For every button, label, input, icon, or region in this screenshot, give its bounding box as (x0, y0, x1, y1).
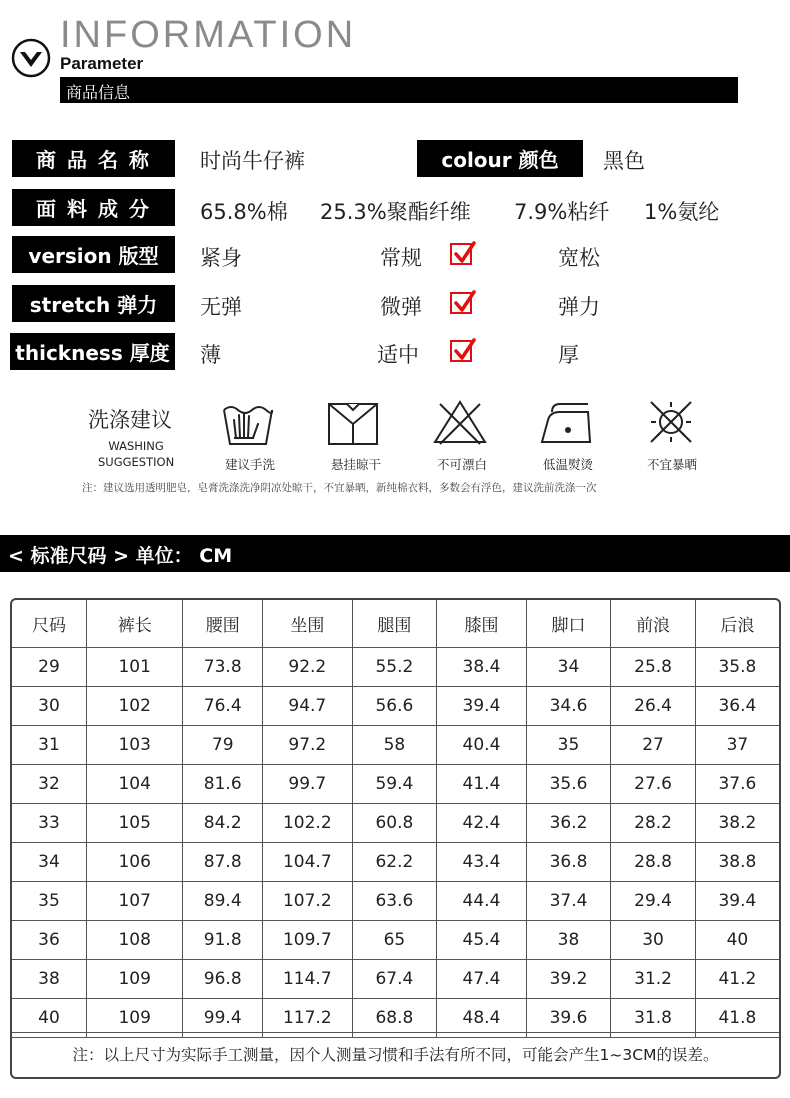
table-header-cell: 腰围 (183, 600, 263, 647)
table-cell: 37 (695, 725, 779, 764)
page-subtitle: Parameter (60, 54, 144, 73)
table-row (12, 725, 779, 764)
version-check-icon (450, 243, 472, 265)
table-cell: 99.4 (183, 998, 263, 1037)
table-cell: 81.6 (183, 764, 263, 803)
table-cell: 44.4 (437, 881, 527, 920)
label-fabric: 面 料 成 分 (12, 189, 175, 226)
table-row (12, 881, 779, 920)
table-cell: 30 (611, 920, 696, 959)
value-colour: 黑色 (603, 149, 645, 173)
table-cell: 63.6 (352, 881, 437, 920)
table-cell: 39.6 (526, 998, 611, 1037)
table-cell: 36.4 (695, 686, 779, 725)
table-cell: 32 (12, 764, 87, 803)
value-fabric-viscose: 7.9%粘纤 (514, 200, 610, 224)
table-cell: 41.4 (437, 764, 527, 803)
table-cell: 38.2 (695, 803, 779, 842)
option-stretch-none: 无弹 (200, 295, 242, 319)
option-version-regular: 常规 (380, 246, 422, 270)
table-cell: 58 (352, 725, 437, 764)
table-row (12, 959, 779, 998)
table-cell: 114.7 (263, 959, 353, 998)
table-cell: 102.2 (263, 803, 353, 842)
table-cell: 109 (87, 998, 183, 1037)
table-cell: 109 (87, 959, 183, 998)
table-cell: 109.7 (263, 920, 353, 959)
option-version-loose: 宽松 (558, 246, 600, 270)
table-cell: 36.8 (526, 842, 611, 881)
table-row (12, 803, 779, 842)
table-cell: 41.8 (695, 998, 779, 1037)
table-cell: 34.6 (526, 686, 611, 725)
table-cell: 99.7 (263, 764, 353, 803)
table-cell: 62.2 (352, 842, 437, 881)
size-bar-label: < 标准尺码 > 单位： CM (8, 545, 233, 567)
section-bar-product-info (60, 77, 738, 103)
table-cell: 56.6 (352, 686, 437, 725)
table-cell: 38.4 (437, 647, 527, 686)
label-colour: colour 颜色 (417, 140, 583, 177)
table-cell: 28.8 (611, 842, 696, 881)
table-cell: 45.4 (437, 920, 527, 959)
table-header-cell: 尺码 (12, 600, 87, 647)
table-cell: 103 (87, 725, 183, 764)
table-cell: 105 (87, 803, 183, 842)
table-cell: 35 (12, 881, 87, 920)
table-header-cell: 后浪 (695, 600, 779, 647)
table-header-cell: 脚口 (526, 600, 611, 647)
table-cell: 107 (87, 881, 183, 920)
table-cell: 106 (87, 842, 183, 881)
table-cell: 36 (12, 920, 87, 959)
table-cell: 60.8 (352, 803, 437, 842)
washing-note: 注：建议选用透明肥皂，皂膏洗涤洗净阴凉处晾干，不宜暴晒，新纯棉衣料，多数会有浮色，建议洗前洗涤一次 (82, 482, 597, 494)
table-cell: 102 (87, 686, 183, 725)
table-row (12, 920, 779, 959)
table-cell: 68.8 (352, 998, 437, 1037)
value-product-name: 时尚牛仔裤 (200, 149, 305, 173)
size-table (10, 598, 781, 1079)
table-cell: 35.6 (526, 764, 611, 803)
table-cell: 37.4 (526, 881, 611, 920)
label-stretch: stretch 弹力 (12, 285, 175, 322)
table-cell: 31.8 (611, 998, 696, 1037)
wash-label-no-sun: 不宜暴晒 (646, 457, 697, 472)
table-row (12, 764, 779, 803)
table-cell: 42.4 (437, 803, 527, 842)
wash-label-hand: 建议手洗 (224, 457, 275, 472)
table-cell: 47.4 (437, 959, 527, 998)
size-table-grid (12, 600, 779, 1038)
label-version: version 版型 (12, 236, 175, 273)
table-row (12, 686, 779, 725)
table-cell: 35 (526, 725, 611, 764)
table-cell: 29.4 (611, 881, 696, 920)
table-cell: 33 (12, 803, 87, 842)
wash-label-low-iron: 低温熨烫 (542, 457, 593, 472)
table-cell: 107.2 (263, 881, 353, 920)
table-cell: 26.4 (611, 686, 696, 725)
table-cell: 84.2 (183, 803, 263, 842)
no-sun-icon (643, 398, 699, 446)
washing-subtitle (98, 438, 174, 470)
table-cell: 76.4 (183, 686, 263, 725)
table-cell: 31.2 (611, 959, 696, 998)
table-cell: 34 (526, 647, 611, 686)
low-iron-icon (538, 398, 594, 446)
option-version-slim: 紧身 (200, 246, 242, 270)
table-cell: 67.4 (352, 959, 437, 998)
washing-subtitle-line2: SUGGESTION (98, 455, 175, 469)
page-title: INFORMATION (60, 14, 357, 56)
table-cell: 101 (87, 647, 183, 686)
table-header-cell: 裤长 (87, 600, 183, 647)
size-table-note: 注：以上尺寸为实际手工测量，因个人测量习惯和手法有所不同，可能会产生1~3CM的误差。 (12, 1032, 779, 1077)
table-cell: 89.4 (183, 881, 263, 920)
section-bar-size (0, 535, 790, 572)
label-product-name: 商 品 名 称 (12, 140, 175, 177)
option-thickness-thick: 厚 (558, 343, 579, 367)
table-cell: 104 (87, 764, 183, 803)
washing-subtitle-line1: WASHING (108, 439, 164, 453)
chevron-down-icon (11, 38, 51, 78)
table-cell: 41.2 (695, 959, 779, 998)
table-cell: 38.8 (695, 842, 779, 881)
table-cell: 43.4 (437, 842, 527, 881)
table-cell: 40.4 (437, 725, 527, 764)
table-cell: 35.8 (695, 647, 779, 686)
label-thickness: thickness 厚度 (10, 333, 175, 370)
table-cell: 25.8 (611, 647, 696, 686)
table-cell: 92.2 (263, 647, 353, 686)
thickness-check-icon (450, 340, 472, 362)
table-cell: 30 (12, 686, 87, 725)
table-cell: 104.7 (263, 842, 353, 881)
hand-wash-icon (220, 398, 276, 446)
hang-dry-icon (325, 398, 381, 446)
section-bar-label: 商品信息 (66, 83, 131, 102)
table-cell: 38 (12, 959, 87, 998)
wash-label-no-bleach: 不可漂白 (436, 457, 487, 472)
table-cell: 27.6 (611, 764, 696, 803)
table-cell: 34 (12, 842, 87, 881)
table-header-cell: 前浪 (611, 600, 696, 647)
table-cell: 29 (12, 647, 87, 686)
table-cell: 87.8 (183, 842, 263, 881)
value-fabric-cotton: 65.8%棉 (200, 200, 288, 224)
table-cell: 117.2 (263, 998, 353, 1037)
table-header-cell: 腿围 (352, 600, 437, 647)
table-cell: 31 (12, 725, 87, 764)
value-fabric-spandex: 1%氨纶 (644, 200, 720, 224)
table-cell: 27 (611, 725, 696, 764)
option-stretch-elastic: 弹力 (558, 295, 600, 319)
table-header-row (12, 600, 779, 647)
option-thickness-thin: 薄 (200, 343, 221, 367)
table-cell: 39.4 (437, 686, 527, 725)
table-cell: 48.4 (437, 998, 527, 1037)
stretch-check-icon (450, 292, 472, 314)
option-stretch-slight: 微弹 (380, 295, 422, 319)
table-header-cell: 膝围 (437, 600, 527, 647)
table-cell: 94.7 (263, 686, 353, 725)
table-cell: 59.4 (352, 764, 437, 803)
table-cell: 39.4 (695, 881, 779, 920)
table-row (12, 842, 779, 881)
table-cell: 108 (87, 920, 183, 959)
table-cell: 97.2 (263, 725, 353, 764)
table-cell: 38 (526, 920, 611, 959)
table-cell: 40 (12, 998, 87, 1037)
value-fabric-polyester: 25.3%聚酯纤维 (320, 200, 471, 224)
table-cell: 79 (183, 725, 263, 764)
table-cell: 96.8 (183, 959, 263, 998)
table-cell: 37.6 (695, 764, 779, 803)
table-cell: 91.8 (183, 920, 263, 959)
table-cell: 65 (352, 920, 437, 959)
wash-label-hang: 悬挂晾干 (330, 457, 381, 472)
no-bleach-icon (432, 398, 488, 446)
table-header-cell: 坐围 (263, 600, 353, 647)
table-cell: 36.2 (526, 803, 611, 842)
table-cell: 55.2 (352, 647, 437, 686)
table-cell: 40 (695, 920, 779, 959)
table-cell: 28.2 (611, 803, 696, 842)
table-cell: 73.8 (183, 647, 263, 686)
washing-title: 洗涤建议 (88, 408, 172, 432)
table-cell: 39.2 (526, 959, 611, 998)
table-row (12, 647, 779, 686)
option-thickness-medium: 适中 (377, 343, 419, 367)
